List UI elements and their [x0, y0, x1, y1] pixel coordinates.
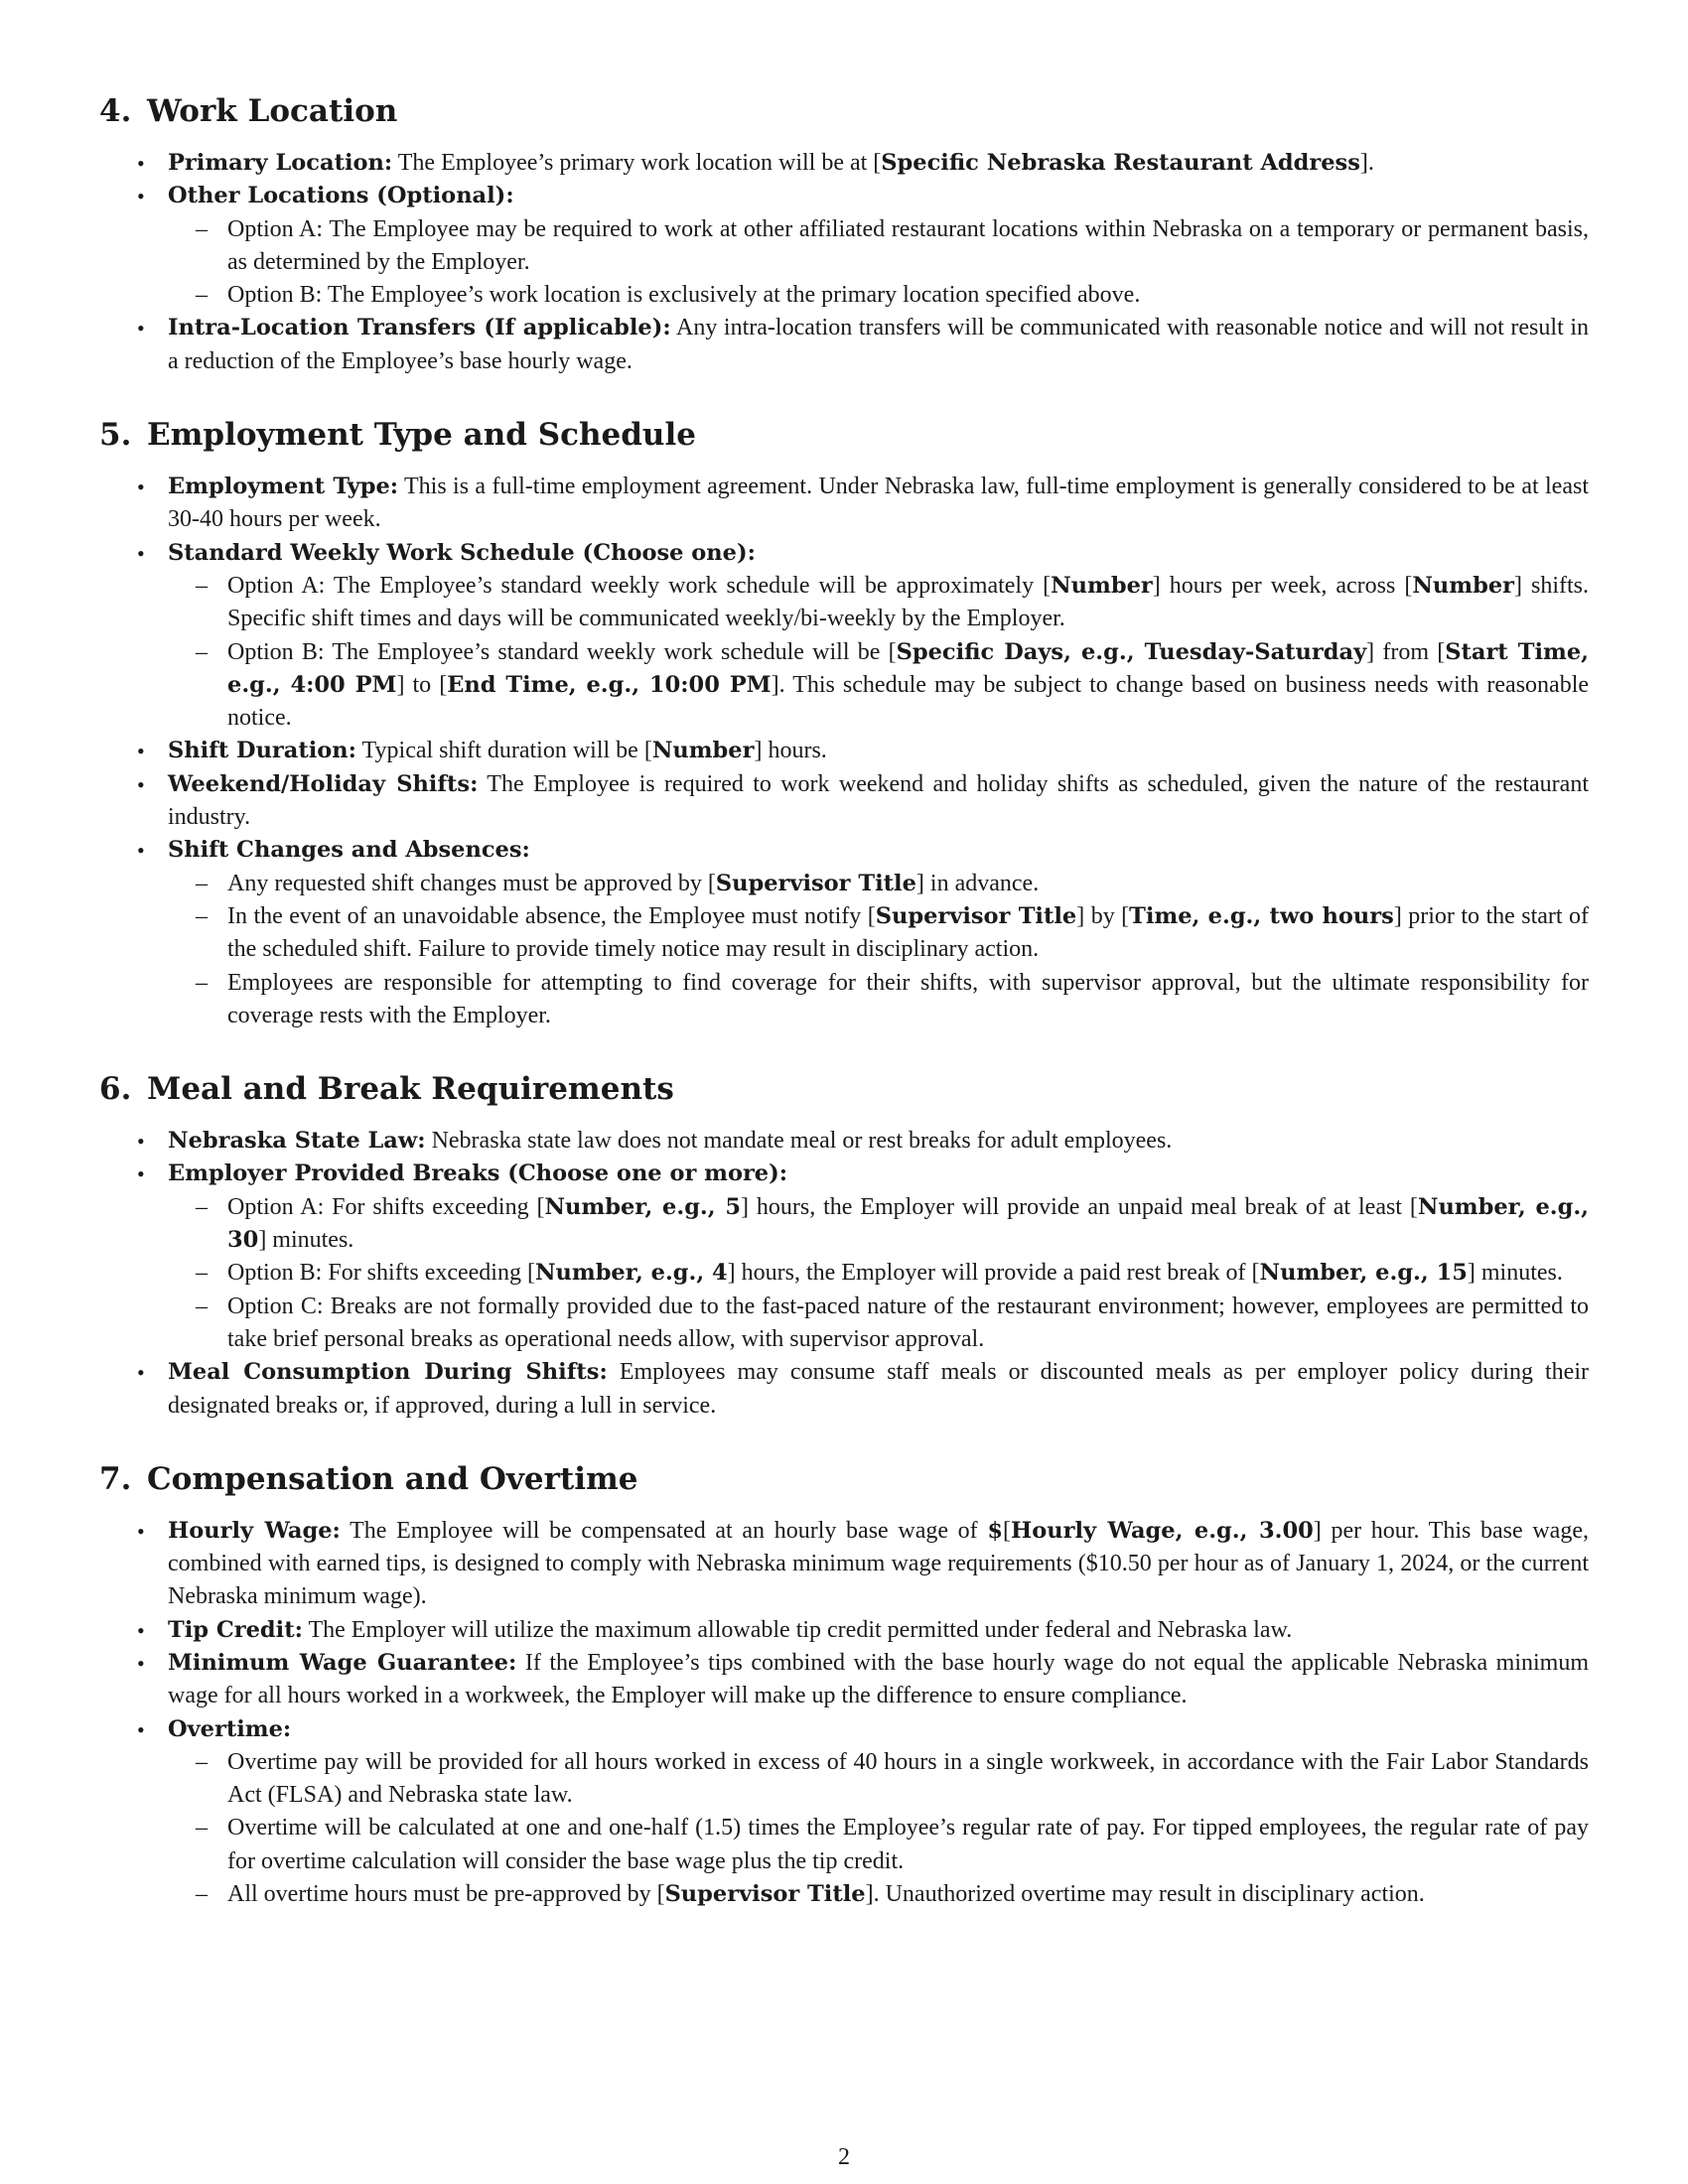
item-label: Employer Provided Breaks (Choose one or more):: [168, 1160, 788, 1187]
text-run: Nebraska state law does not mandate meal or rest breaks for adult employees.: [425, 1128, 1173, 1155]
section-number: 4.: [99, 93, 132, 129]
text-run: Any intra-location transfers will be communicated with reasonable notice and will not result in a reduction of the Employee’s base hourly wage.: [168, 315, 1590, 374]
text-run: ] hours, the Employer will provide an unpaid meal break of at least [: [741, 1193, 1418, 1220]
text-run: In the event of an unavoidable absence, the Employee must notify [: [227, 902, 876, 929]
text-run: Overtime pay will be provided for all hours worked in excess of 40 hours in a single workweek, in accordance with the Fair Labor Standards Act (FLSA) and Nebraska state law.: [227, 1748, 1589, 1809]
text-run: Any requested shift changes must be approved by [: [227, 870, 716, 896]
text-run: ] from [: [1366, 638, 1446, 665]
text-run: Option B: The Employee’s standard weekly work schedule will be [: [227, 638, 897, 665]
dash-icon: –: [196, 282, 208, 309]
text-run: Option B: For shifts exceeding [: [227, 1260, 535, 1287]
list-item: [99, 1356, 1589, 1423]
text-run: ] minutes.: [1467, 1260, 1563, 1287]
dash-icon: –: [196, 215, 208, 242]
text-run: This is a full-time employment agreement. Under Nebraska law, full-time employment is generally considered to be at least 30-40 hours per week.: [168, 474, 1589, 533]
placeholder-field: Hourly Wage, e.g., 3.00: [1011, 1517, 1314, 1544]
placeholder-field: Specific Nebraska Restaurant Address: [881, 150, 1360, 176]
text-run: The Employee’s primary work location will be at [: [392, 150, 882, 176]
sub-item: [168, 1812, 1589, 1878]
list-item: [99, 180, 1589, 312]
dash-icon: –: [196, 1815, 208, 1842]
text-run: If the Employee’s tips combined with the base hourly wage do not equal the applicable Nebraska minimum wage for all hours worked in a workweek, the Employer will make up the difference to ensure compliance.: [168, 1649, 1589, 1709]
bullet-list: [99, 471, 1589, 1032]
placeholder-field: $: [987, 1517, 1004, 1544]
sub-list: [168, 570, 1589, 735]
section-title: Employment Type and Schedule: [147, 417, 696, 454]
list-item: [99, 735, 1589, 767]
item-label: Intra-Location Transfers (If applicable):: [168, 315, 671, 341]
section-number: 6.: [99, 1071, 132, 1108]
list-item: [99, 768, 1589, 835]
section-heading: [99, 415, 1589, 455]
bullet-icon: •: [137, 1716, 145, 1742]
section: [99, 1459, 1589, 1912]
text-run: ]. Unauthorized overtime may result in disciplinary action.: [865, 1881, 1425, 1908]
text-run: The Employee will be compensated at an hourly base wage of: [340, 1517, 988, 1544]
section: [99, 415, 1589, 1032]
section-heading: [99, 91, 1589, 131]
list-item: [99, 1515, 1589, 1614]
item-label: Weekend/Holiday Shifts:: [168, 770, 479, 797]
text-run: ] hours, the Employer will provide a paid rest break of [: [727, 1260, 1260, 1287]
placeholder-field: Number, e.g., 30: [227, 1193, 1589, 1254]
dash-icon: –: [196, 902, 208, 929]
text-run: ] hours.: [754, 738, 827, 764]
sub-item: [168, 213, 1589, 280]
item-label: Other Locations (Optional):: [168, 183, 514, 209]
bullet-icon: •: [137, 1129, 145, 1155]
placeholder-field: Supervisor Title: [664, 1881, 866, 1908]
text-run: [: [1003, 1517, 1012, 1544]
bullet-icon: •: [137, 1518, 145, 1544]
placeholder-field: Start Time, e.g., 4:00 PM: [227, 638, 1589, 698]
bullet-icon: •: [137, 316, 145, 341]
section-title: Meal and Break Requirements: [147, 1071, 674, 1108]
bullet-icon: •: [137, 540, 145, 566]
sub-item: [168, 1878, 1589, 1911]
list-item: [99, 1614, 1589, 1647]
placeholder-field: Specific Days, e.g., Tuesday-Saturday: [896, 638, 1367, 665]
document-body: [99, 91, 1589, 1948]
item-label: Minimum Wage Guarantee:: [168, 1649, 517, 1676]
text-run: All overtime hours must be pre-approved by [: [227, 1881, 665, 1908]
section-number: 5.: [99, 417, 132, 454]
text-run: ] minutes.: [258, 1227, 354, 1254]
item-label: Nebraska State Law:: [168, 1128, 426, 1155]
bullet-icon: •: [137, 838, 145, 864]
text-run: Option A: The Employee’s standard weekly work schedule will be approximately [: [227, 572, 1052, 599]
text-run: ] prior to the start of the scheduled shift. Failure to provide timely notice may result in disciplinary action.: [227, 902, 1590, 963]
text-run: ] shifts. Specific shift times and days will be communicated weekly/bi-weekly by the Employer.: [227, 572, 1590, 632]
bullet-icon: •: [137, 1161, 145, 1187]
text-run: ] in advance.: [915, 870, 1040, 896]
item-label: Hourly Wage:: [168, 1517, 341, 1544]
bullet-icon: •: [137, 1617, 145, 1643]
text-run: ] per hour. This base wage, combined with earned tips, is designed to comply with Nebraska minimum wage requirements ($10.50 per hour as of January 1, 2024, or the current Nebraska minimum wage).: [168, 1517, 1589, 1610]
dash-icon: –: [196, 870, 208, 896]
placeholder-field: Number: [651, 738, 755, 764]
bullet-icon: •: [137, 475, 145, 500]
sub-item: [168, 900, 1589, 967]
section: [99, 91, 1589, 378]
placeholder-field: Time, e.g., two hours: [1129, 902, 1394, 929]
item-label: Meal Consumption During Shifts:: [168, 1359, 608, 1386]
text-run: The Employee is required to work weekend and holiday shifts as scheduled, given the nature of the restaurant industry.: [168, 770, 1589, 831]
dash-icon: –: [196, 1193, 208, 1220]
sub-item: [168, 1746, 1589, 1813]
dash-icon: –: [196, 572, 208, 599]
text-run: ] by [: [1076, 902, 1130, 929]
sub-list: [168, 1746, 1589, 1911]
bullet-icon: •: [137, 1360, 145, 1386]
text-run: Typical shift duration will be [: [355, 738, 652, 764]
bullet-icon: •: [137, 739, 145, 764]
text-run: ].: [1359, 150, 1374, 176]
text-run: Option A: For shifts exceeding [: [227, 1193, 545, 1220]
sub-item: [168, 279, 1589, 312]
placeholder-field: Number: [1412, 572, 1514, 599]
sub-item: [168, 868, 1589, 900]
sub-list: [168, 1191, 1589, 1356]
section-number: 7.: [99, 1460, 132, 1497]
item-label: Overtime:: [168, 1715, 292, 1742]
item-label: Shift Duration:: [168, 738, 356, 764]
text-run: ]. This schedule may be subject to change based on business needs with reasonable notice.: [227, 671, 1590, 732]
text-run: Option C: Breaks are not formally provided due to the fast-paced nature of the restaurant environment; however, employees are permitted to take brief personal breaks as operational needs allow, with supervisor approval.: [227, 1293, 1589, 1352]
text-run: Option B: The Employee’s work location is exclusively at the primary location specified above.: [227, 282, 1141, 309]
placeholder-field: Supervisor Title: [875, 902, 1077, 929]
list-item: [99, 1125, 1589, 1158]
sub-item: [168, 1191, 1589, 1258]
section-title: Work Location: [147, 93, 398, 129]
dash-icon: –: [196, 1260, 208, 1287]
bullet-list: [99, 1515, 1589, 1912]
sub-list: [168, 868, 1589, 1032]
dash-icon: –: [196, 1881, 208, 1908]
placeholder-field: Number, e.g., 4: [534, 1260, 728, 1287]
list-item: [99, 1713, 1589, 1912]
placeholder-field: End Time, e.g., 10:00 PM: [447, 671, 772, 698]
item-label: Employment Type:: [168, 474, 399, 500]
sub-list: [168, 213, 1589, 313]
bullet-icon: •: [137, 151, 145, 176]
bullet-icon: •: [137, 1650, 145, 1676]
list-item: [99, 537, 1589, 736]
text-run: ] hours per week, across [: [1152, 572, 1413, 599]
placeholder-field: Supervisor Title: [715, 870, 916, 896]
item-label: Standard Weekly Work Schedule (Choose one):: [168, 539, 756, 566]
list-item: [99, 834, 1589, 1032]
item-label: Tip Credit:: [168, 1616, 303, 1643]
bullet-list: [99, 1125, 1589, 1423]
text-run: ] to [: [396, 671, 448, 698]
dash-icon: –: [196, 969, 208, 996]
sub-item: [168, 1257, 1589, 1290]
list-item: [99, 1158, 1589, 1356]
section-title: Compensation and Overtime: [147, 1460, 638, 1497]
text-run: Option A: The Employee may be required to work at other affiliated restaurant locations within Nebraska on a temporary or permanent basis, as determined by the Employer.: [227, 215, 1589, 275]
sub-item: [168, 967, 1589, 1033]
item-label: Primary Location:: [168, 150, 393, 176]
section: [99, 1069, 1589, 1423]
dash-icon: –: [196, 1293, 208, 1319]
text-run: Employees are responsible for attempting to find coverage for their shifts, with supervisor approval, but the ultimate responsibility for coverage rests with the Employer.: [227, 969, 1589, 1028]
text-run: Employees may consume staff meals or discounted meals as per employer policy during their designated breaks or, if approved, during a lull in service.: [168, 1359, 1589, 1419]
list-item: [99, 1647, 1589, 1713]
bullet-icon: •: [137, 771, 145, 797]
sub-item: [168, 570, 1589, 636]
text-run: Overtime will be calculated at one and one-half (1.5) times the Employee’s regular rate of pay. For tipped employees, the regular rate of pay for overtime calculation will consider the base wage plus the tip credit.: [227, 1815, 1589, 1874]
placeholder-field: Number: [1051, 572, 1153, 599]
sub-item: [168, 1291, 1589, 1357]
bullet-list: [99, 147, 1589, 378]
placeholder-field: Number, e.g., 15: [1259, 1260, 1468, 1287]
list-item: [99, 471, 1589, 537]
list-item: [99, 312, 1589, 378]
section-heading: [99, 1069, 1589, 1109]
item-label: Shift Changes and Absences:: [168, 837, 530, 864]
page-number: 2: [838, 2144, 850, 2170]
section-heading: [99, 1459, 1589, 1499]
text-run: The Employer will utilize the maximum allowable tip credit permitted under federal and Nebraska law.: [302, 1616, 1293, 1643]
dash-icon: –: [196, 638, 208, 665]
bullet-icon: •: [137, 184, 145, 209]
list-item: [99, 147, 1589, 180]
dash-icon: –: [196, 1748, 208, 1775]
placeholder-field: Number, e.g., 5: [544, 1193, 741, 1220]
sub-item: [168, 636, 1589, 736]
